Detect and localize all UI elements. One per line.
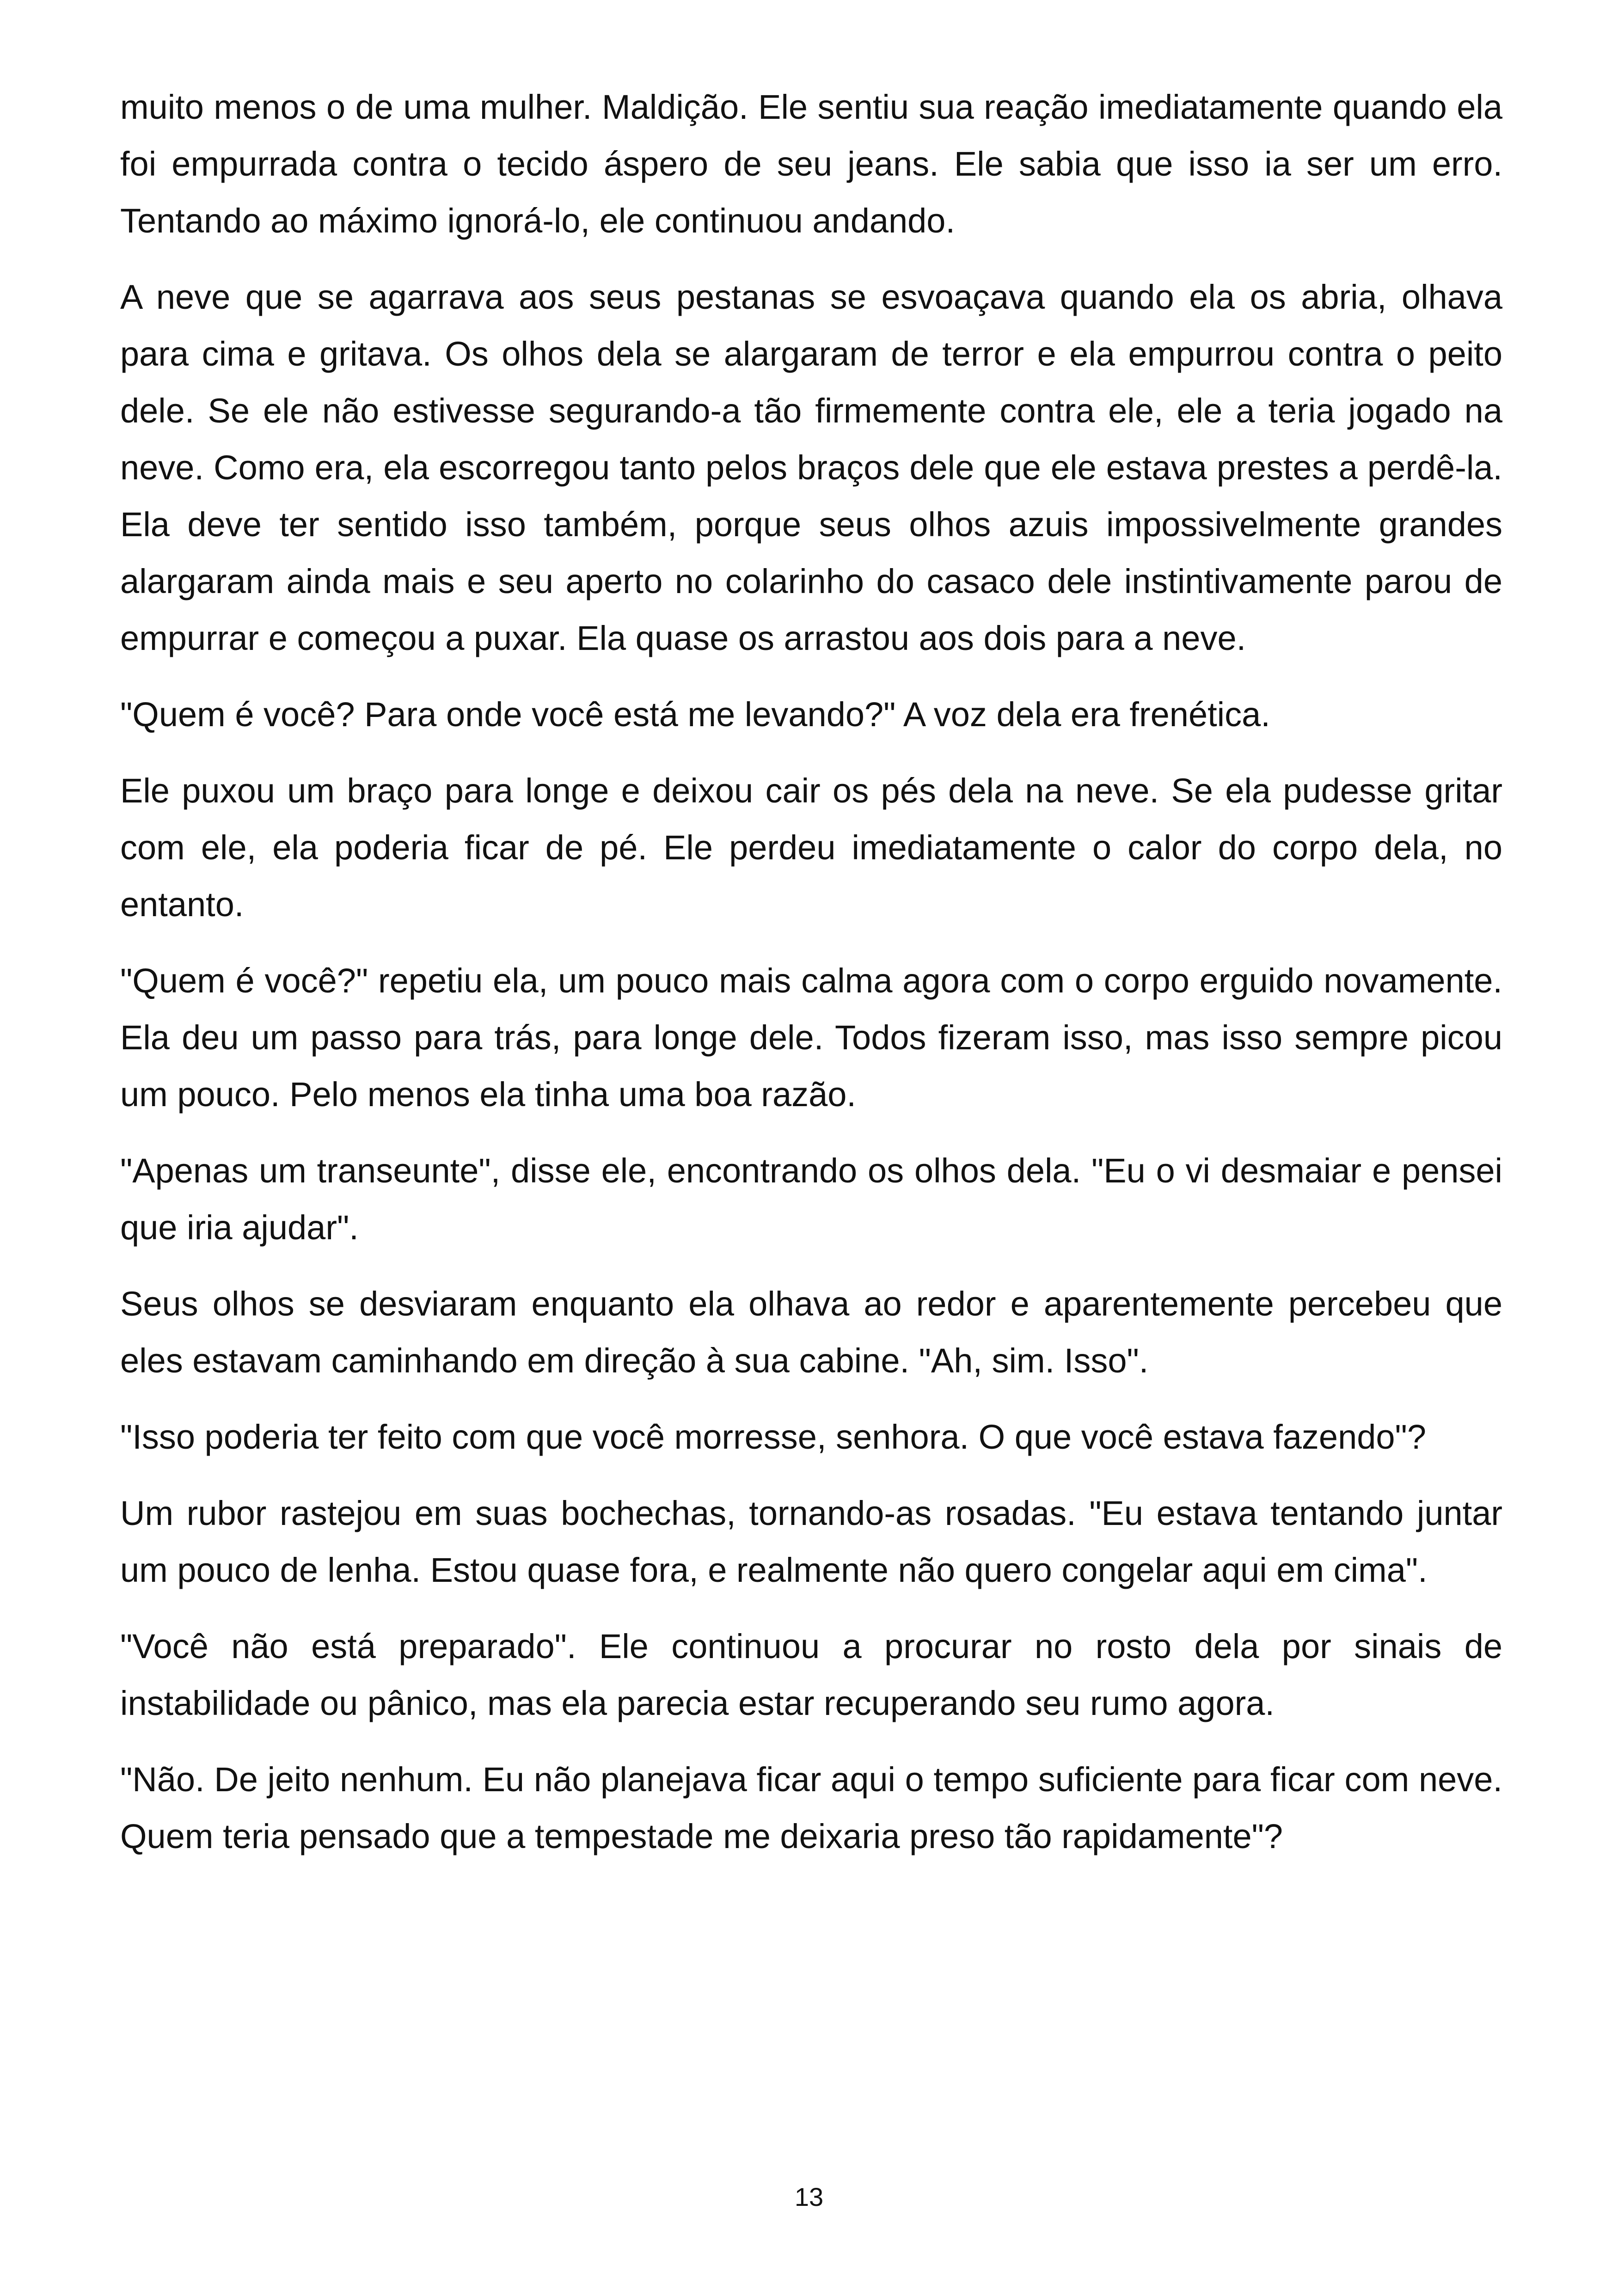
- page-number: 13: [794, 2182, 824, 2211]
- paragraph-8: "Isso poderia ter feito com que você morresse, senhora. O que você estava fazendo"?: [120, 1418, 1426, 1456]
- paragraph-4: Ele puxou um braço para longe e deixou cair os pés dela na neve. Se ela pudesse gritar com ele, ela poderia ficar de pé. Ele perdeu imediatamente o calor do corpo dela, no entanto.: [120, 771, 1502, 924]
- paragraph-10: "Você não está preparado". Ele continuou a procurar no rosto dela por sinais de instabilidade ou pânico, mas ela parecia estar recuperando seu rumo agora.: [120, 1627, 1502, 1722]
- paragraph-3: "Quem é você? Para onde você está me levando?" A voz dela era frenética.: [120, 695, 1270, 734]
- paragraph-5: "Quem é você?" repetiu ela, um pouco mais calma agora com o corpo erguido novamente. Ela deu um passo para trás, para longe dele. Todos fizeram isso, mas isso sempre picou um pouco. Pelo menos ela tinha uma boa razão.: [120, 961, 1502, 1114]
- paragraph-2: A neve que se agarrava aos seus pestanas se esvoaçava quando ela os abria, olhava para cima e gritava. Os olhos dela se alargaram de terror e ela empurrou contra o peito dele. Se ele não estivesse segurando-a tão firmemente contra ele, ele a teria jogado na neve. Como era, ela escorregou tanto pelos braços dele que ele estava prestes a perdê-la. Ela deve ter sentido isso também, porque seus olhos azuis impossivelmente grandes alargaram ainda mais e seu aperto no colarinho do casaco dele instintivamente parou de empurrar e começou a puxar. Ela quase os arrastou aos dois para a neve.: [120, 278, 1502, 657]
- paragraph-1: muito menos o de uma mulher. Maldição. Ele sentiu sua reação imediatamente quando ela foi empurrada contra o tecido áspero de seu jeans. Ele sabia que isso ia ser um erro. Tentando ao máximo ignorá-lo, ele continuou andando.: [120, 88, 1502, 240]
- paragraph-6: "Apenas um transeunte", disse ele, encontrando os olhos dela. "Eu o vi desmaiar e pensei que iria ajudar".: [120, 1151, 1502, 1247]
- page-body: [120, 79, 1502, 1884]
- paragraph-9: Um rubor rastejou em suas bochechas, tornando-as rosadas. "Eu estava tentando juntar um pouco de lenha. Estou quase fora, e realmente não quero congelar aqui em cima".: [120, 1494, 1502, 1589]
- paragraph-7: Seus olhos se desviaram enquanto ela olhava ao redor e aparentemente percebeu que eles estavam caminhando em direção à sua cabine. "Ah, sim. Isso".: [120, 1285, 1502, 1380]
- paragraph-11: "Não. De jeito nenhum. Eu não planejava ficar aqui o tempo suficiente para ficar com neve. Quem teria pensado que a tempestade me deixaria preso tão rapidamente"?: [120, 1760, 1502, 1855]
